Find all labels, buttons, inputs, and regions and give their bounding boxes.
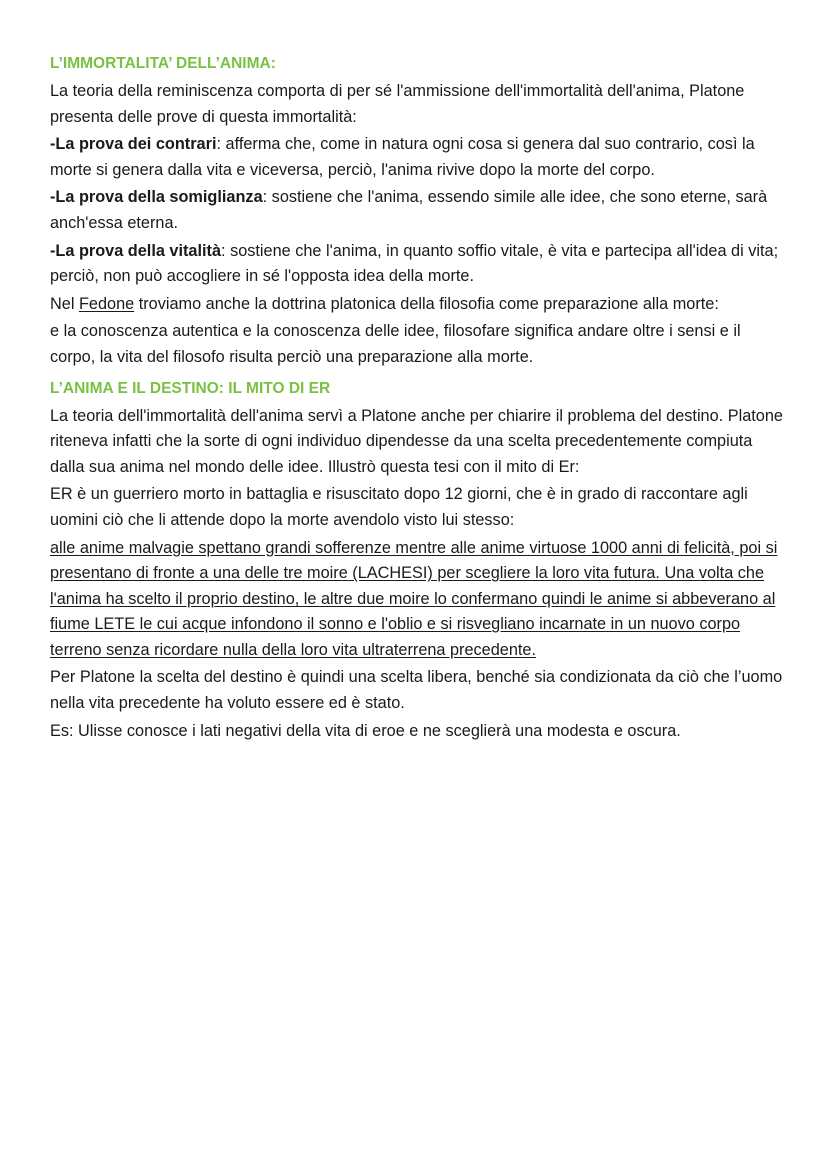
proof-contrari-label: -La prova dei contrari <box>50 135 217 154</box>
proof-contrari-text: : afferma che, come in natura ogni cosa si genera dal suo contrario, così la morte si genera dalla vita e viceversa, perciò, l'anima rivive dopo la morte del corpo. <box>50 135 755 179</box>
conclusion-paragraph: e la conoscenza autentica e la conoscenza delle idee, filosofare significa andare oltre i sensi e il corpo, la vita del filosofo risulta perciò una preparazione alla morte. <box>50 322 741 366</box>
proof-vitalita-text: : sostiene che l'anima, in quanto soffio vitale, è vita e partecipa all'idea di vita; perciò, non può accogliere in sé l'opposta idea della morte. <box>50 241 779 286</box>
section-mito-di-er <box>50 377 788 745</box>
myth-underlined-paragraph: alle anime malvagie spettano grandi sofferenze mentre alle anime virtuose 1000 anni di felicità, poi si presentano di fronte a una delle tre moire (LACHESI) per scegliere la loro vita futura. Una volta che l'anima ha scelto il proprio destino, le altre due moire lo confermano quindi le anime si abbeverano al fiume LETE le cui acque infondono il sonno e l'oblio e si risvegliano incarnate in un nuovo corpo terreno senza ricordare nulla della loro vita ultraterrena precedente. <box>50 538 778 659</box>
fedone-title: Fedone <box>78 294 135 313</box>
section-title-immortalita: L’IMMORTALITA’ DELL’ANIMA: <box>50 55 276 72</box>
free-choice-paragraph: Per Platone la scelta del destino è quindi una scelta libera, benché sia condizionata da ciò che l’uomo nella vita precedente ha voluto essere ed è stato. <box>50 668 783 713</box>
er-description: ER è un guerriero morto in battaglia e risuscitato dopo 12 giorni, che è in grado di raccontare agli uomini ciò che li attende dopo la morte avendolo visto lui stesso: <box>50 485 748 529</box>
proof-somiglianza-text: : sostiene che l'anima, essendo simile alle idee, che sono eterne, sarà anch'essa eterna. <box>50 188 768 232</box>
proof-contrari <box>50 132 788 183</box>
proof-vitalita <box>50 239 788 290</box>
intro-paragraph: La teoria della reminiscenza comporta di per sé l'ammissione dell'immortalità dell'anima, Platone presenta delle prove di questa immortalità: <box>50 82 745 126</box>
fedone-pre: Nel <box>50 294 79 313</box>
destino-intro-paragraph: La teoria dell'immortalità dell'anima servì a Platone anche per chiarire il problema del destino. Platone riteneva infatti che la sorte di ogni individuo dipendesse da una scelta precedentemente compiuta dalla sua anima nel mondo delle idee. Illustrò questa tesi con il mito di Er: <box>50 406 783 476</box>
section-immortalita <box>50 52 788 371</box>
proof-somiglianza-label: -La prova della somiglianza <box>50 188 263 207</box>
proof-somiglianza <box>50 185 788 236</box>
example-paragraph: Es: Ulisse conosce i lati negativi della vita di eroe e ne sceglierà una modesta e oscura. <box>50 721 681 740</box>
proof-vitalita-label: -La prova della vitalità <box>50 241 222 260</box>
section-title-mito-di-er: L’ANIMA E IL DESTINO: IL MITO DI ER <box>50 379 331 397</box>
fedone-post: troviamo anche la dottrina platonica della filosofia come preparazione alla morte: <box>134 294 719 313</box>
fedone-paragraph <box>50 292 788 318</box>
